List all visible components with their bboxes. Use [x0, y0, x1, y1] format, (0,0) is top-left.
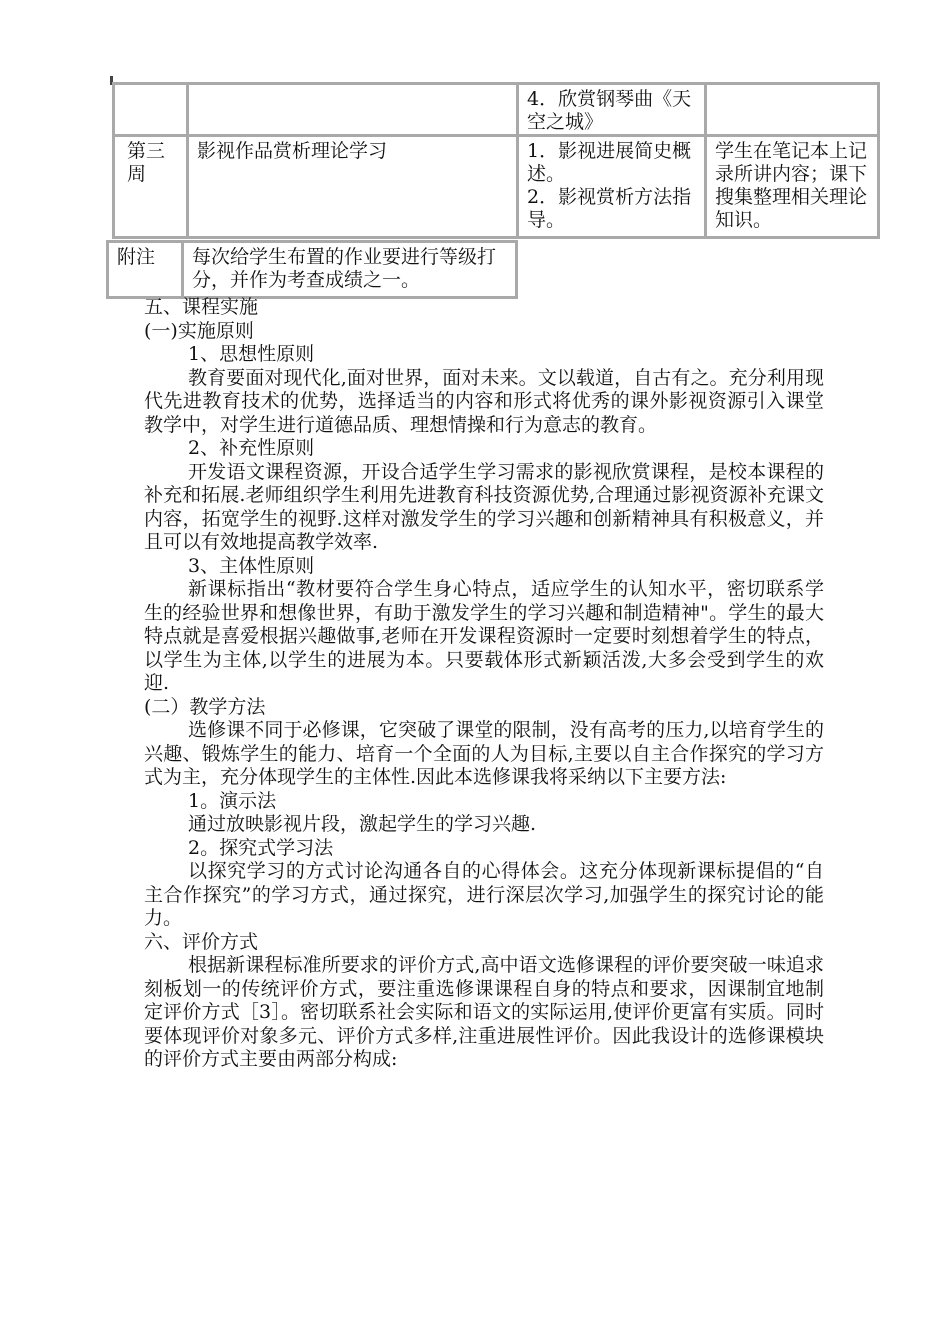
paragraph: 教育要面对现代化,面对世界，面对未来。文以载道，自古有之。充分利用现代先进教育技术的优势，选择适当的内容和形式将优秀的课外影视资源引入课堂教学中，对学生进行道德品质、理想情操和行为意志的教育。: [144, 366, 824, 436]
subsection-heading: (二）教学方法: [144, 695, 266, 718]
principle-heading: 2、补充性原则: [188, 437, 315, 459]
week-cell: 第三周: [114, 136, 188, 238]
schedule-table: [112, 82, 880, 239]
paragraph: 以探究学习的方式讨论沟通各自的心得体会。这充分体现新课标提倡的“自主合作探究”的学习方式，通过探究，进行深层次学习,加强学生的探究讨论的能力。: [144, 860, 824, 929]
activity-cell: 学生在笔记本上记录所讲内容；课下搜集整理相关理论知识。: [706, 136, 879, 238]
paragraph: 根据新课程标准所要求的评价方式,高中语文选修课程的评价要突破一味追求刻板划一的传统评价方式，要注重选修课课程自身的特点和要求，因课制宜地制定评价方式［3］。密切联系社会实际和语文的实际运用,使评价更富有实质。同时要体现评价对象多元、评价方式多样,注重进展性评价。因此我设计的选修课模块的评价方式主要由两部分构成:: [144, 954, 824, 1070]
content-cell: 4．欣赏钢琴曲《天空之城》: [518, 84, 706, 136]
section-heading: 六、评价方式: [144, 930, 259, 953]
table-row: [114, 136, 879, 238]
week-cell: [114, 84, 188, 136]
subsection-heading: (一)实施原则: [144, 319, 254, 342]
note-label: 附注: [108, 242, 183, 298]
section-heading: 五、课程实施: [144, 296, 259, 318]
paragraph: 选修课不同于必修课，它突破了课堂的限制，没有高考的压力,以培育学生的兴趣、锻炼学生的能力、培育一个全面的人为目标,主要以自主合作探究的学习方式为主，充分体现学生的主体性.因此本选修课我将采纳以下主要方法:: [144, 719, 824, 788]
content-cell: 1．影视进展简史概述。 2．影视赏析方法指导。: [518, 136, 706, 238]
table-row: [108, 242, 517, 298]
activity-cell: [706, 84, 879, 136]
principle-heading: 3、主体性原则: [188, 554, 315, 577]
note-text: 每次给学生布置的作业要进行等级打分，并作为考查成绩之一。: [183, 242, 517, 298]
note-table: [106, 240, 518, 299]
topic-cell: [188, 84, 518, 136]
principle-heading: 1、思想性原则: [188, 343, 315, 365]
document-body: [144, 296, 824, 1072]
paragraph: 开发语文课程资源，开设合适学生学习需求的影视欣赏课程，是校本课程的补充和拓展.老师组织学生利用先进教育科技资源优势,合理通过影视资源补充课文内容，拓宽学生的视野.这样对激发学生的学习兴趣和创新精神具有积极意义，并且可以有效地提高教学效率.: [144, 460, 824, 553]
paragraph: 新课标指出“教材要符合学生身心特点，适应学生的认知水平，密切联系学生的经验世界和想像世界，有助于激发学生的学习兴趣和制造精神"。学生的最大特点就是喜爱根据兴趣做事,老师在开发课程资源时一定要时刻想着学生的特点，以学生为主体,以学生的进展为本。只要载体形式新颖活泼,大多会受到学生的欢迎.: [144, 578, 824, 694]
method-heading: 2。探究式学习法: [188, 836, 334, 859]
topic-cell: 影视作品赏析理论学习: [188, 136, 518, 238]
table-row: [114, 84, 879, 136]
method-heading: 1。演示法: [188, 789, 277, 812]
paragraph: 通过放映影视片段，激起学生的学习兴趣.: [188, 813, 537, 835]
